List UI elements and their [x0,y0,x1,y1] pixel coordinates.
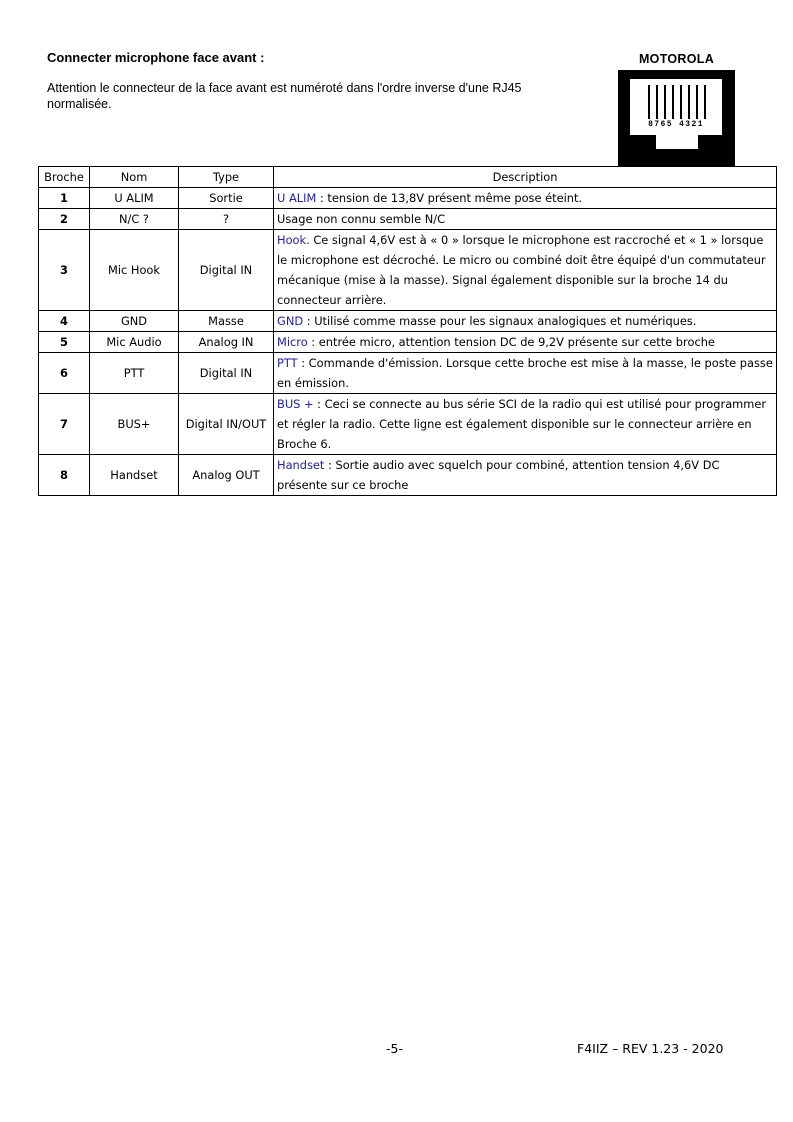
pin-name: BUS+ [90,394,179,455]
pin-number: 8 [39,455,90,496]
pin-description [274,311,777,332]
pin-type: ? [179,209,274,230]
table-row [39,353,777,394]
pin-term: U ALIM [277,191,317,205]
pin-number: 2 [39,209,90,230]
connector-brand-label: MOTOROLA [638,52,715,66]
header-nom: Nom [90,167,179,188]
revision-label: F4IIZ – REV 1.23 - 2020 [577,1041,724,1056]
pin-name: N/C ? [90,209,179,230]
connector-pins [648,85,704,119]
pin-description-text: : Ceci se connecte au bus série SCI de la radio qui est utilisé pour programmer et régler la radio. Cette ligne est également disponible sur le connecteur arrière en Broche 6. [277,397,767,451]
table-row [39,311,777,332]
table-row [39,394,777,455]
pin-description [274,209,777,230]
pin-name: Mic Hook [90,230,179,311]
pin-name: GND [90,311,179,332]
pin-type: Masse [179,311,274,332]
pin-description [274,353,777,394]
pin-number: 6 [39,353,90,394]
table-row [39,332,777,353]
table-row [39,209,777,230]
connector-socket [630,79,722,135]
table-row [39,230,777,311]
pin-description-text: : tension de 13,8V présent même pose éteint. [316,191,583,205]
pin-type: Digital IN/OUT [179,394,274,455]
pin-description [274,332,777,353]
header-broche: Broche [39,167,90,188]
pin-description [274,394,777,455]
page-number: -5- [386,1041,403,1056]
pin-type: Digital IN [179,230,274,311]
pin-description [274,230,777,311]
pin-term: Handset [277,458,325,472]
pin-term: BUS + [277,397,314,411]
pin-type: Analog OUT [179,455,274,496]
pin-description [274,188,777,209]
connector-diagram [618,52,735,166]
pin-term: Micro [277,335,308,349]
pin-description-text: : Utilisé comme masse pour les signaux analogiques et numériques. [303,314,697,328]
pin-name: U ALIM [90,188,179,209]
connector-body [618,70,735,166]
pin-number: 1 [39,188,90,209]
pin-number: 7 [39,394,90,455]
table-header-row [39,167,777,188]
pin-description [274,455,777,496]
table-row [39,188,777,209]
pin-type: Sortie [179,188,274,209]
pin-description-text: : entrée micro, attention tension DC de 9,2V présente sur cette broche [307,335,715,349]
pin-term: PTT [277,356,298,370]
pin-description-text: . Ce signal 4,6V est à « 0 » lorsque le microphone est raccroché et « 1 » lorsque le microphone est décroché. Le micro ou combiné doit être équipé d'un commutateur mécanique (mise à la masse). Signal également disponible sur la broche 14 du connecteur arrière. [277,233,766,307]
table-row [39,455,777,496]
pin-number: 3 [39,230,90,311]
connector-latch [656,135,698,149]
section-heading: Connecter microphone face avant : [47,50,265,65]
connector-pin-numbers: 8765 4321 [648,120,704,129]
pin-description-text: Usage non connu semble N/C [277,212,446,226]
header-type: Type [179,167,274,188]
pin-term: Hook [277,233,307,247]
pin-number: 4 [39,311,90,332]
header-description: Description [274,167,777,188]
pin-description-text: : Sortie audio avec squelch pour combiné, attention tension 4,6V DC présente sur ce broche [277,458,720,492]
pin-name: PTT [90,353,179,394]
pin-term: GND [277,314,304,328]
pin-name: Handset [90,455,179,496]
pin-description-text: : Commande d'émission. Lorsque cette broche est mise à la masse, le poste passe en émission. [277,356,773,390]
pin-name: Mic Audio [90,332,179,353]
pinout-table [38,166,777,496]
pin-type: Analog IN [179,332,274,353]
pin-type: Digital IN [179,353,274,394]
pin-number: 5 [39,332,90,353]
intro-paragraph: Attention le connecteur de la face avant est numéroté dans l'ordre inverse d'une RJ45 normalisée. [47,81,522,111]
